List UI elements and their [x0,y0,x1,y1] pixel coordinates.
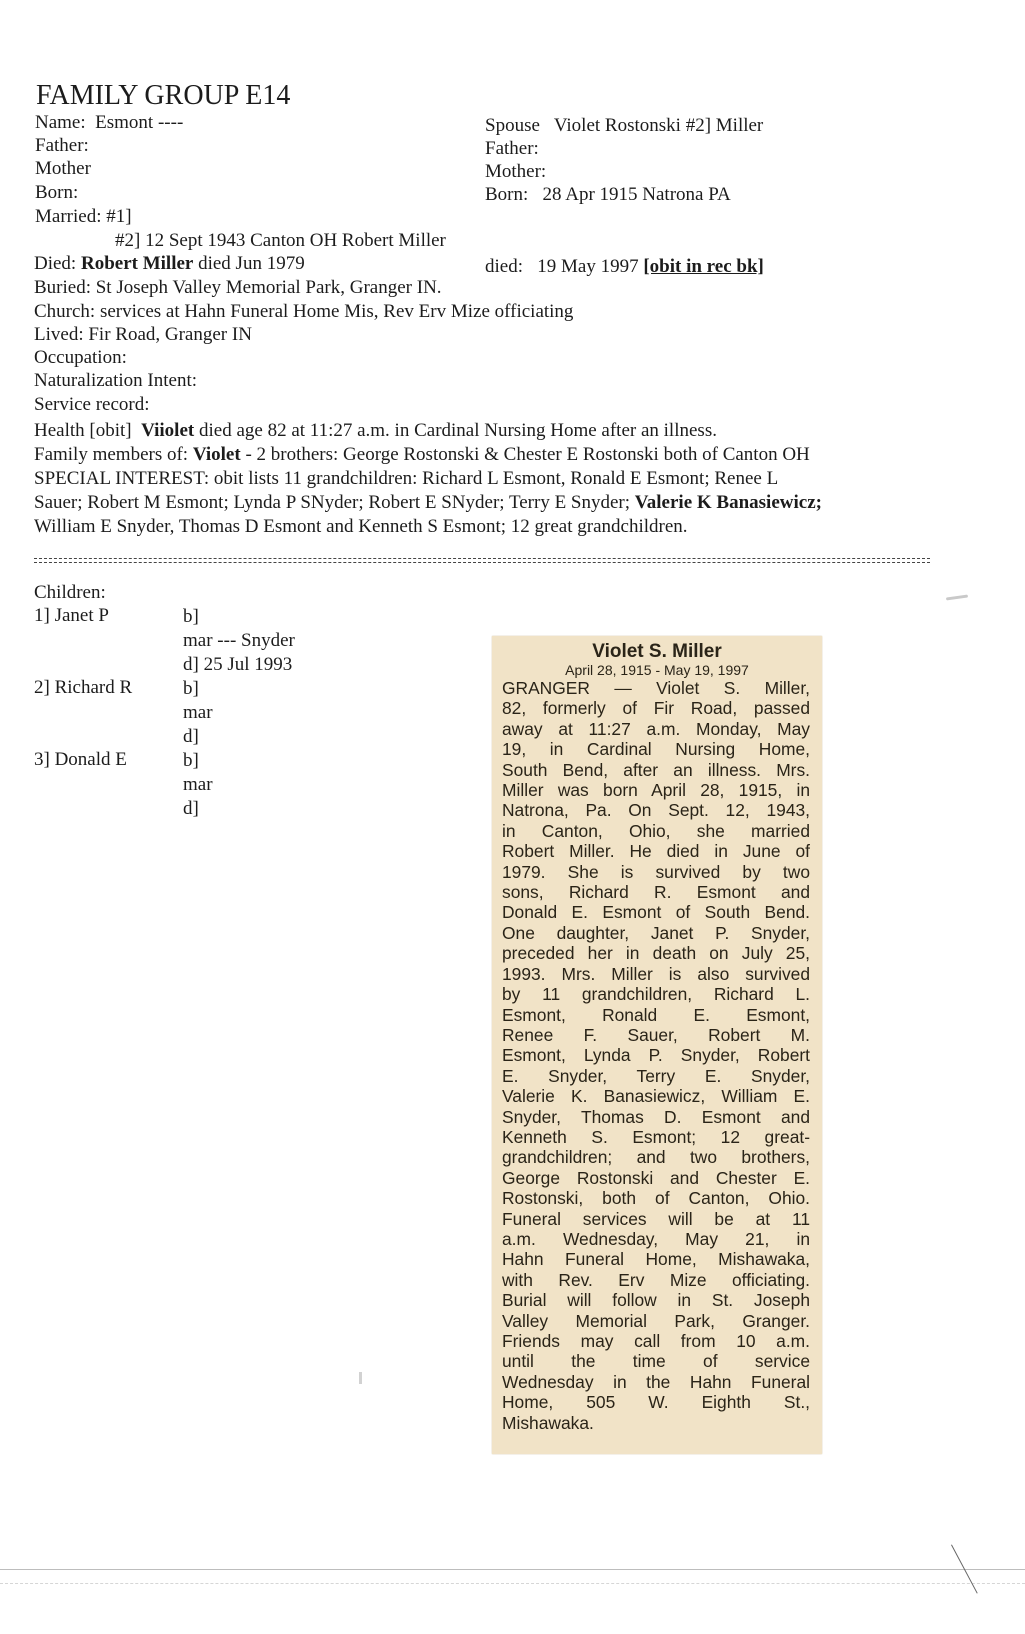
church-line: Church: services at Hahn Funeral Home Mis, Rev Erv Mize officiating [34,301,574,322]
clipping-line: preceded her in death on July 25, [502,943,810,964]
clipping-line: Kenneth S. Esmont; 12 great- [502,1126,810,1147]
health-line [34,420,717,442]
separator-top [34,558,930,559]
husband-father-label: Father: [35,135,89,156]
died-label: Died: [34,253,77,274]
name-label: Name: [35,112,86,133]
spouse-mother-label: Mother: [485,161,547,182]
husband-died-row [34,253,305,275]
health-prefix: Health [obit] [34,420,132,441]
child-1-born: b] [183,606,199,627]
health-rest: died age 82 at 11:27 a.m. in Cardinal Nursing Home after an illness. [198,420,717,441]
married-label: Married: #1] [35,206,132,227]
clipping-line: Donald E. Esmont of South Bend. [502,902,810,923]
spouse-value: Violet Rostonski #2] Miller [553,115,764,136]
service-line: Service record: [34,394,150,415]
clipping-line: Esmont, Lynda P. Snyder, Robert [502,1045,810,1066]
children-label: Children: [34,582,106,603]
clipping-line: Wednesday in the Hahn Funeral [502,1371,810,1392]
clipping-line: Friends may call from 10 a.m. [502,1331,810,1351]
sheet-edge-shadow [0,1583,1025,1584]
child-1-died: d] 25 Jul 1993 [183,654,293,675]
spouse-label: Spouse [485,115,540,136]
special-interest-line-2b: Valerie K Banasiewicz; [634,492,822,513]
child-3-name: 3] Donald E [34,749,127,770]
occupation-line: Occupation: [34,347,127,368]
clipping-line: in Canton, Ohio, she married [502,820,810,841]
clipping-line: Funeral services will be at 11 [502,1208,810,1229]
spouse-born-label: Born: [485,184,529,205]
clipping-line: Esmont, Ronald E. Esmont, [502,1004,810,1025]
clipping-line: Valerie K. Banasiewicz, William E. [502,1086,810,1107]
clipping-line: by 11 grandchildren, Richard L. [502,984,810,1005]
clipping-line: Valley Memorial Park, Granger. [502,1310,810,1331]
clipping-line: until the time of service [502,1351,810,1372]
husband-mother-label: Mother [35,158,91,179]
lived-line: Lived: Fir Road, Granger IN [34,324,252,345]
clipping-body [502,678,810,1433]
child-1-married: mar --- Snyder [183,630,295,651]
spouse-born-row [485,184,731,206]
died-rest: died Jun 1979 [198,253,305,274]
clipping-line: Robert Miller. He died in June of [502,841,810,862]
clipping-line: Natrona, Pa. On Sept. 12, 1943, [502,800,810,821]
clipping-line: 19, in Cardinal Nursing Home, [502,739,810,760]
married-2-line: #2] 12 Sept 1943 Canton OH Robert Miller [115,230,446,251]
clipping-line: One daughter, Janet P. Snyder, [502,922,810,943]
clipping-line: Hahn Funeral Home, Mishawaka, [502,1249,810,1270]
scan-mark [946,594,968,600]
child-2-died: d] [183,726,199,747]
husband-born-label: Born: [35,182,79,203]
buried-line: Buried: St Joseph Valley Memorial Park, Granger IN. [34,277,442,298]
spouse-father-label: Father: [485,138,539,159]
obit-note: [obit in rec bk] [643,256,764,277]
spouse-born-value: 28 Apr 1915 Natrona PA [542,184,731,205]
health-name: Viiolet [141,420,195,441]
clipping-line: 1993. Mrs. Miller is also survived [502,963,810,984]
family-members-line [34,444,810,466]
clipping-line: a.m. Wednesday, May 21, in [502,1228,810,1249]
name-value: Esmont ---- [95,112,184,133]
child-3-married: mar [183,774,213,795]
child-2-married: mar [183,702,213,723]
died-name: Robert Miller [80,253,194,274]
clipping-line: sons, Richard R. Esmont and [502,882,810,903]
child-1-name: 1] Janet P [34,605,109,626]
clipping-line: with Rev. Erv Mize officiating. [502,1269,810,1290]
clipping-line: South Bend, after an illness. Mrs. [502,759,810,780]
separator-bottom [34,562,930,563]
special-interest-line-3: William E Snyder, Thomas D Esmont and Kenneth S Esmont; 12 great grandchildren. [34,516,688,537]
naturalization-line: Naturalization Intent: [34,370,198,391]
clipping-line: Home, 505 W. Eighth St., [502,1392,810,1413]
clipping-line: Mishawaka. [502,1412,594,1433]
family-name: Violet [192,444,241,465]
clipping-line: Rostonski, both of Canton, Ohio. [502,1188,810,1209]
child-3-born: b] [183,750,199,771]
clipping-dates: April 28, 1915 - May 19, 1997 [565,662,749,678]
clipping-line: away at 11:27 a.m. Monday, May [502,718,810,739]
family-rest: - 2 brothers: George Rostonski & Chester E Rostonski both of Canton OH [245,444,810,465]
clipping-line: 1979. She is survived by two [502,861,810,882]
spouse-died-label: died: [485,256,523,277]
spouse-row [485,115,763,137]
clipping-line: GRANGER — Violet S. Miller, [502,678,810,698]
clipping-line: George Rostonski and Chester E. [502,1167,810,1188]
child-2-born: b] [183,678,199,699]
clipping-line: Snyder, Thomas D. Esmont and [502,1106,810,1127]
sheet-edge [0,1569,1025,1570]
special-interest-line-1: SPECIAL INTEREST: obit lists 11 grandchildren: Richard L Esmont, Ronald E Esmont; Renee L [34,468,779,489]
spouse-died-value: 19 May 1997 [537,256,639,277]
clipping-name: Violet S. Miller [592,641,722,662]
clipping-line: Renee F. Sauer, Robert M. [502,1024,810,1045]
page-title: FAMILY GROUP E14 [36,80,291,111]
child-2-name: 2] Richard R [34,677,133,698]
husband-name-row [35,112,183,134]
spouse-died-row [485,256,764,278]
scan-mark [359,1372,362,1384]
clipping-line: grandchildren; and two brothers, [502,1147,810,1168]
clipping-line: Burial will follow in St. Joseph [502,1290,810,1311]
obituary-clipping [492,636,822,1454]
family-prefix: Family members of: [34,444,189,465]
clipping-line: Miller was born April 28, 1915, in [502,780,810,801]
special-interest-line-2a: Sauer; Robert M Esmont; Lynda P SNyder; Robert E SNyder; Terry E Snyder; [34,492,631,513]
clipping-line: 82, formerly of Fir Road, passed [502,698,810,719]
special-interest-line-2 [34,492,822,514]
clipping-line: E. Snyder, Terry E. Snyder, [502,1065,810,1086]
child-3-died: d] [183,798,199,819]
